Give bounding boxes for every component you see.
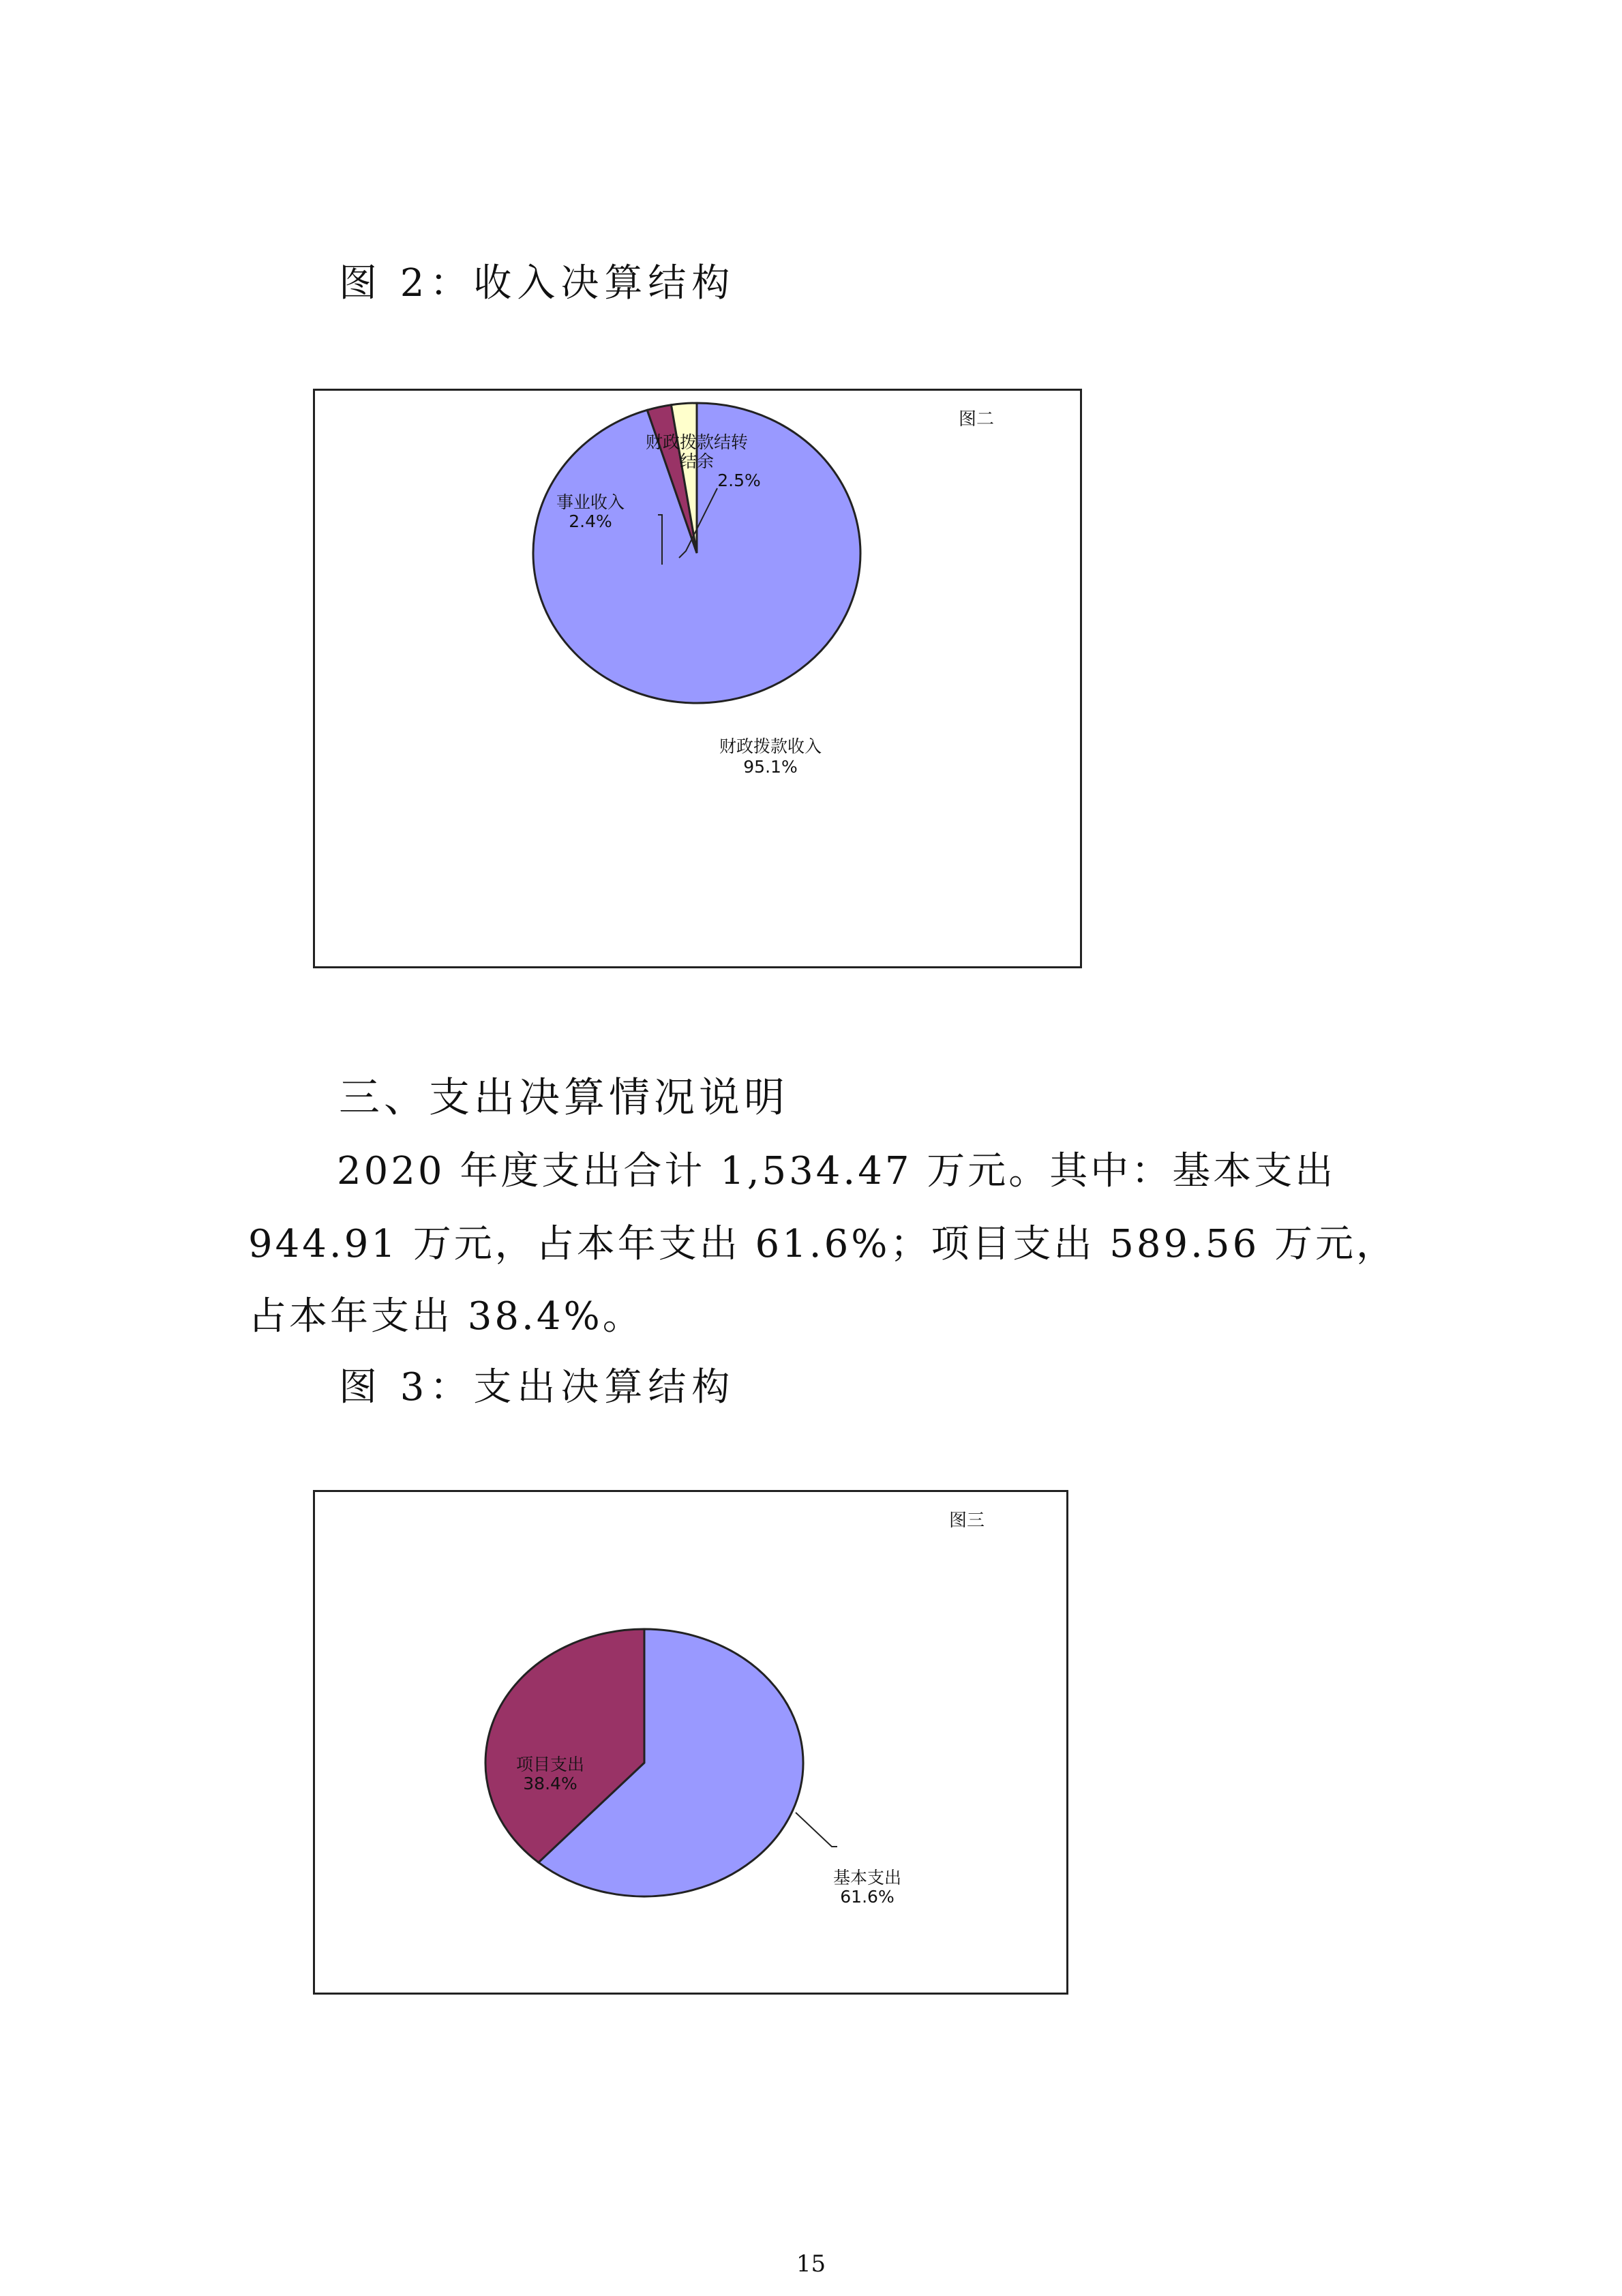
income-pie-chart [313,389,1082,968]
label-xiangmu: 项目支出 [515,1755,585,1774]
value-jiben: 61.6% [840,1887,895,1907]
paragraph-line-1: 2020 年度支出合计 1,534.47 万元。其中：基本支出 [337,1149,1336,1193]
value-xiangmu: 38.4% [523,1774,577,1793]
income-chart-tag: 图二 [959,409,995,430]
label-jiezhuan-line1: 财政拨款结转 [645,432,749,452]
income-pie-svg [315,391,1080,966]
label-jiezhuan-line2: 结余 [679,451,715,471]
expense-chart-tag: 图三 [949,1510,985,1531]
label-shiye: 事业收入 [556,492,625,512]
figure-2-caption: 图 2：收入决算结构 [339,261,736,305]
label-jiben: 基本支出 [832,1868,902,1888]
label-caizheng-income: 财政拨款收入 [719,736,822,756]
expense-pie-chart [313,1490,1068,1995]
section-3-heading: 三、支出决算情况说明 [339,1074,789,1122]
paragraph-line-2: 944.91 万元，占本年支出 61.6%；项目支出 589.56 万元， [248,1222,1397,1266]
paragraph-line-3: 占本年支出 38.4%。 [248,1294,644,1339]
expense-pie-svg [315,1492,1066,1993]
value-caizheng-income: 95.1% [743,757,798,777]
value-shiye: 2.4% [569,511,612,531]
leader-line-jiben [796,1813,837,1847]
page-number: 15 [796,2250,826,2278]
value-jiezhuan: 2.5% [717,471,761,490]
figure-3-caption: 图 3：支出决算结构 [339,1365,736,1410]
